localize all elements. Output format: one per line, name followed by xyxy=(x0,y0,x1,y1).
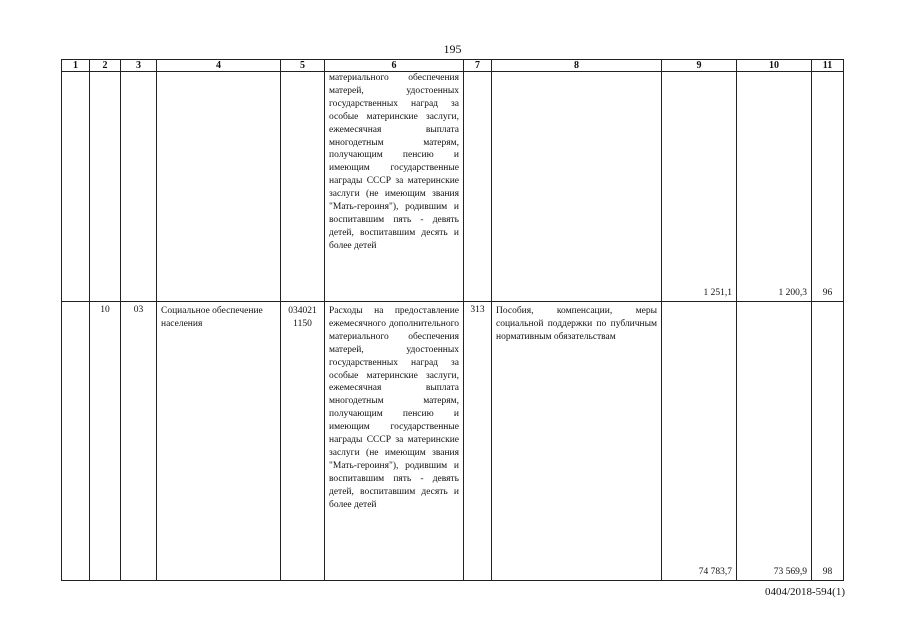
cell-target-name: материального обеспечения матерей, удостоенных государственных наград за особые материнские заслуги, ежемесячная выплата многодетным матерям, получающим пенсию и имеющим государственные награды СССР за материнские заслуги (не имеющим звания "Мать-героиня"), родившим и воспитавшим пять - девять детей, воспитавшим десять и более детей xyxy=(325,72,464,302)
cell-plan-amount: 1 251,1 xyxy=(662,72,737,302)
document-code: 0404/2018-594(1) xyxy=(764,586,845,598)
cell-actual-amount: 73 569,9 xyxy=(737,302,812,581)
cell-subsection xyxy=(121,72,157,302)
column-header: 8 xyxy=(492,60,662,72)
cell-target-code: 034021 1150 xyxy=(281,302,325,581)
cell-percent: 96 xyxy=(812,72,844,302)
column-header: 6 xyxy=(325,60,464,72)
cell-row-number xyxy=(62,302,90,581)
cell-expense-type xyxy=(464,72,492,302)
column-header: 1 xyxy=(62,60,90,72)
cell-expense-type-name: Пособия, компенсации, меры социальной поддержки по публичным нормативным обязательствам xyxy=(492,302,662,581)
header-row xyxy=(62,60,844,72)
column-header: 4 xyxy=(157,60,281,72)
table-row xyxy=(62,72,844,302)
cell-expense-type-name xyxy=(492,72,662,302)
cell-expense-type: 313 xyxy=(464,302,492,581)
column-header: 9 xyxy=(662,60,737,72)
cell-subsection-name: Социальное обеспечение населения xyxy=(157,302,281,581)
column-header: 10 xyxy=(737,60,812,72)
cell-target-name: Расходы на предоставление ежемесячного дополнительного материального обеспечения матерей, удостоенных государственных наград за особые материнские заслуги, ежемесячная выплата многодетным матерям, получающим пенсию и имеющим государственные награды СССР за материнские заслуги (не имеющим звания "Мать-героиня"), родившим и воспитавшим пять - девять детей, воспитавшим десять и более детей xyxy=(325,302,464,581)
table-row xyxy=(62,302,844,581)
cell-target-code xyxy=(281,72,325,302)
column-header: 7 xyxy=(464,60,492,72)
cell-section xyxy=(90,72,121,302)
page-number: 195 xyxy=(443,42,462,56)
cell-plan-amount: 74 783,7 xyxy=(662,302,737,581)
cell-percent: 98 xyxy=(812,302,844,581)
column-header: 11 xyxy=(812,60,844,72)
column-header: 5 xyxy=(281,60,325,72)
column-header: 2 xyxy=(90,60,121,72)
column-header: 3 xyxy=(121,60,157,72)
cell-subsection-name xyxy=(157,72,281,302)
cell-row-number xyxy=(62,72,90,302)
budget-table xyxy=(61,59,844,581)
cell-section: 10 xyxy=(90,302,121,581)
cell-actual-amount: 1 200,3 xyxy=(737,72,812,302)
cell-subsection: 03 xyxy=(121,302,157,581)
